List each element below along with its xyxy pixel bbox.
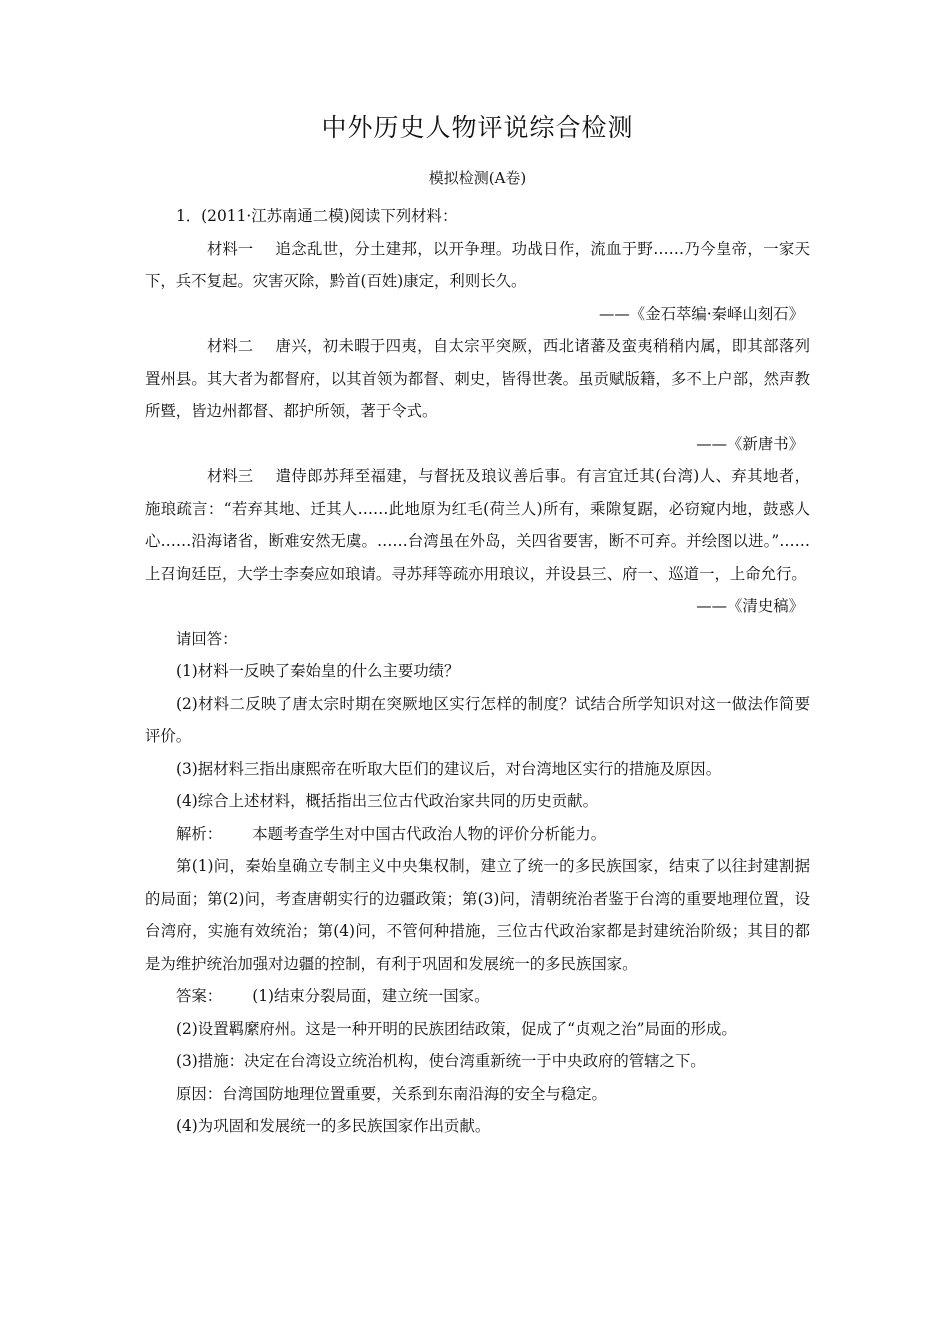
answer-3-reason: 原因：台湾国防地理位置重要，关系到东南沿海的安全与稳定。 [176, 1084, 607, 1103]
answer-4: (4)为巩固和发展统一的多民族国家作出贡献。 [176, 1117, 491, 1135]
material-2-label: 材料二 [207, 337, 254, 355]
subquestion-2: (2)材料二反映了唐太宗时期在突厥地区实行怎样的制度？试结合所学知识对这一做法作简要评价。 [145, 694, 810, 745]
material-2 [145, 330, 810, 428]
material-3-label: 材料三 [207, 467, 254, 485]
analysis-text: 本题考查学生对中国古代政治人物的评价分析能力。 [252, 824, 607, 843]
answer-3: (3)措施：决定在台湾设立统治机构，使台湾重新统一于中央政府的管辖之下。 [176, 1052, 706, 1070]
material-1-source: ——《金石萃编·秦峄山刻石》 [599, 304, 804, 323]
document-page [145, 110, 810, 1143]
analysis-detail: 第(1)问，秦始皇确立专制主义中央集权制，建立了统一的多民族国家，结束了以往封建割据的局面；第(2)问，考查唐朝实行的边疆政策；第(3)问，清朝统治者鉴于台湾的重要地理位置，设台湾府，实施有效统治；第(4)问，不管何种措施，三位古代政治家都是封建统治阶级；其目的都是为维护统治加强对边疆的控制，有利于巩固和发展统一的多民族国家。 [145, 857, 810, 973]
material-3 [145, 460, 810, 590]
analysis-summary [145, 818, 810, 851]
material-3-source: ——《清史稿》 [696, 597, 804, 615]
material-3-text: 遣侍郎苏拜至福建，与督抚及琅议善后事。有言宜迁其(台湾)人、弃其地者，施琅疏言：“若弃其地、迁其人……此地原为红毛(荷兰人)所有，乘隙复踞，必窃窥内地，鼓惑人心……沿海诸省，断难安然无虞。……台湾虽在外岛，关四省要害，断不可弃。并绘图以进。”……上召询廷臣，大学士李奏应如琅请。寻苏拜等疏亦用琅议，并设县三、府一、巡道一，上命允行。 [145, 467, 810, 583]
subquestion-3: (3)据材料三指出康熙帝在听取大臣们的建议后，对台湾地区实行的措施及原因。 [176, 759, 722, 778]
page-title: 中外历史人物评说综合检测 [321, 113, 634, 142]
question-intro: 1．(2011·江苏南通二模)阅读下列材料： [176, 207, 458, 225]
material-1-text: 追念乱世，分土建邦，以开争理。功战日作，流血于野……乃今皇帝，一家天下，兵不复起。灾害灭除，黔首(百姓)康定，利则长久。 [145, 239, 810, 290]
page-subtitle: 模拟检测(A卷) [428, 169, 527, 187]
answer-label: 答案： [176, 987, 223, 1005]
answer-2: (2)设置羁縻府州。这是一种开明的民族团结政策，促成了“贞观之治”局面的形成。 [176, 1019, 737, 1038]
subquestion-4: (4)综合上述材料，概括指出三位古代政治家共同的历史贡献。 [176, 792, 598, 810]
subquestion-1: (1)材料一反映了秦始皇的什么主要功绩？ [176, 662, 460, 680]
question-prompt: 请回答： [176, 629, 238, 648]
material-1 [145, 233, 810, 298]
material-2-source: ——《新唐书》 [696, 434, 804, 453]
answer-1 [145, 980, 810, 1013]
answer-1-text: (1)结束分裂局面，建立统一国家。 [252, 987, 490, 1005]
material-1-label: 材料一 [207, 239, 254, 258]
analysis-label: 解析： [176, 824, 223, 843]
material-2-text: 唐兴，初未暇于四夷，自太宗平突厥，西北诸蕃及蛮夷稍稍内属，即其部落列置州县。其大者为都督府，以其首领为都督、刺史，皆得世袭。虽贡赋版籍，多不上户部，然声教所暨，皆边州都督、都护所领，著于令式。 [145, 337, 810, 420]
